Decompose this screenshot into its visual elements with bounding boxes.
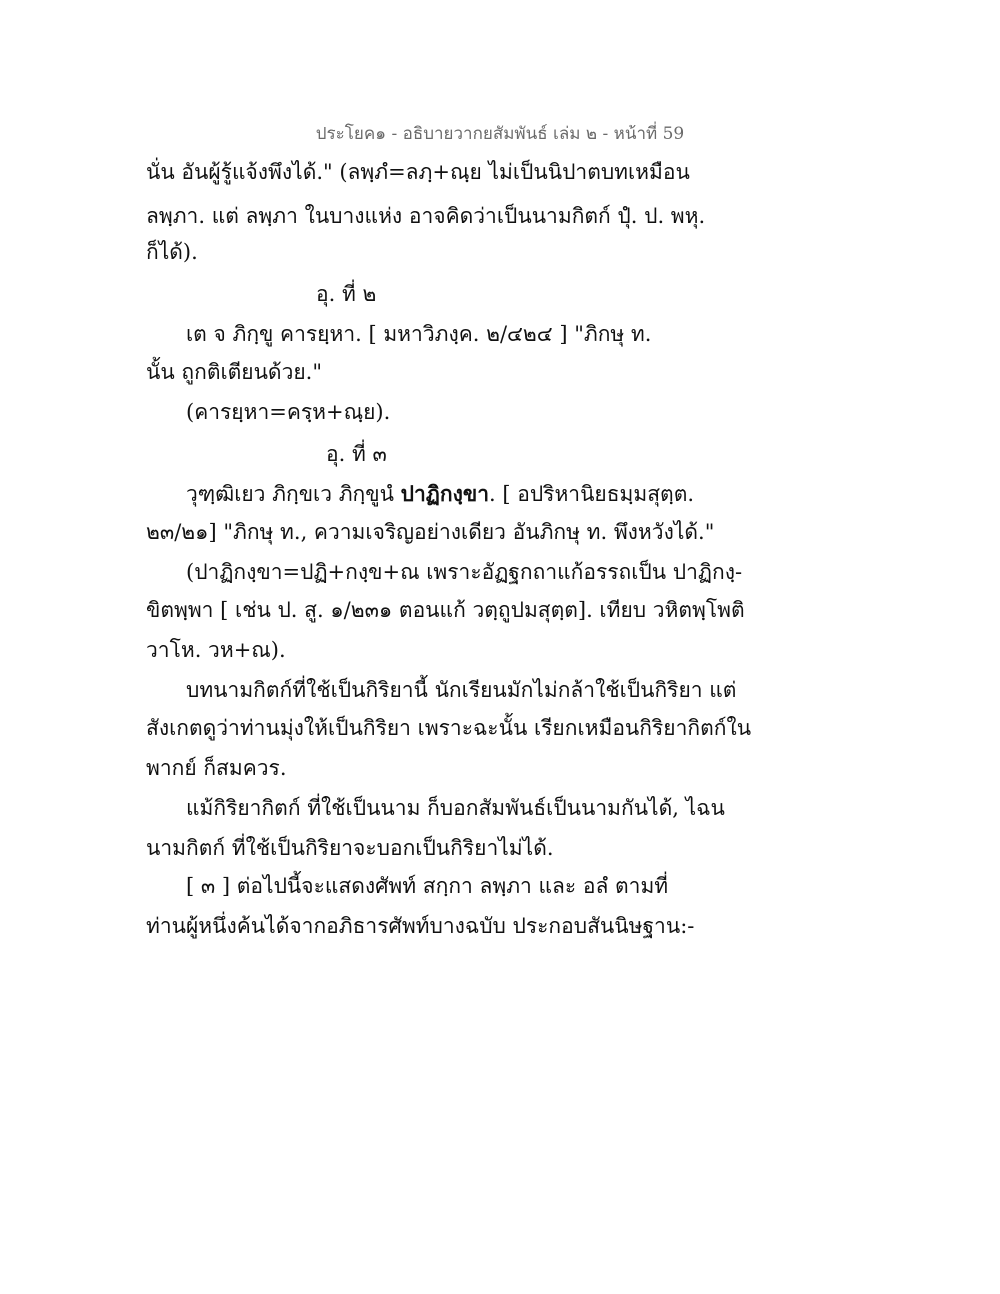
text-line-13: วาโห. วห+ณ). [146, 638, 286, 662]
page-header-text: ประโยค๑ - อธิบายวากยสัมพันธ์ เล่ม ๒ - หน้าที่ 59 [315, 124, 685, 144]
text-line-7: (คารยฺหา=ครฺห+ณฺย). [186, 400, 391, 424]
text-line-9-post: . [ อปริหานิยธมฺมสุตฺต. [489, 482, 695, 506]
text-line-16: พากย์ ก็สมควร. [146, 756, 287, 780]
text-line-11: (ปาฏิกงฺขา=ปฏิ+กงฺข+ณ เพราะอัฏฐกถาแก้อรรถเป็น ปาฏิกงฺ- [186, 560, 743, 584]
text-line-2: ลพฺภา. แต่ ลพฺภา ในบางแห่ง อาจคิดว่าเป็นนามกิตก์ ปุํ. ป. พหุ. [146, 204, 706, 228]
text-line-15: สังเกตดูว่าท่านมุ่งให้เป็นกิริยา เพราะฉะนั้น เรียกเหมือนกิริยากิตก์ใน [146, 716, 752, 740]
text-line-9 [186, 480, 694, 508]
page-header [0, 120, 1000, 147]
text-line-1: นั่น อันผู้รู้แจ้งพึงได้." (ลพฺภํ=ลภฺ+ณฺย ไม่เป็นนิปาตบทเหมือน [146, 160, 690, 184]
text-line-10: ๒๓/๒๑] "ภิกษุ ท., ความเจริญอย่างเดียว อันภิกษุ ท. พึงหวังได้." [146, 520, 715, 544]
text-line-5: เต จ ภิกฺขู คารยฺหา. [ มหาวิภงฺค. ๒/๔๒๔ ] "ภิกษุ ท. [186, 322, 652, 346]
example-heading-2: อุ. ที่ ๒ [316, 282, 377, 306]
text-line-9-bold: ปาฏิกงฺขา [400, 481, 489, 506]
example-heading-3: อุ. ที่ ๓ [326, 442, 387, 466]
text-line-14: บทนามกิตก์ที่ใช้เป็นกิริยานี้ นักเรียนมักไม่กล้าใช้เป็นกิริยา แต่ [186, 678, 737, 702]
text-line-9-pre: วุฑฺฒิเยว ภิกฺขเว ภิกฺขูนํ [186, 482, 401, 506]
text-line-20: ท่านผู้หนึ่งค้นได้จากอภิธารศัพท์บางฉบับ ประกอบสันนิษฐาน:- [146, 914, 695, 938]
text-line-19: [ ๓ ] ต่อไปนี้จะแสดงศัพท์ สกฺกา ลพฺภา และ อลํ ตามที่ [186, 874, 669, 898]
text-line-3: ก็ได้). [146, 240, 198, 264]
text-line-12: ขิตพฺพา [ เช่น ป. สู. ๑/๒๓๑ ตอนแก้ วตฺถูปมสุตฺต]. เทียบ วหิตพฺโพติ [146, 598, 745, 622]
text-line-18: นามกิตก์ ที่ใช้เป็นกิริยาจะบอกเป็นกิริยาไม่ได้. [146, 836, 554, 860]
text-line-17: แม้กิริยากิตก์ ที่ใช้เป็นนาม ก็บอกสัมพันธ์เป็นนามกันได้, ไฉน [186, 796, 725, 820]
text-line-6: นั้น ถูกติเตียนด้วย." [146, 360, 322, 384]
